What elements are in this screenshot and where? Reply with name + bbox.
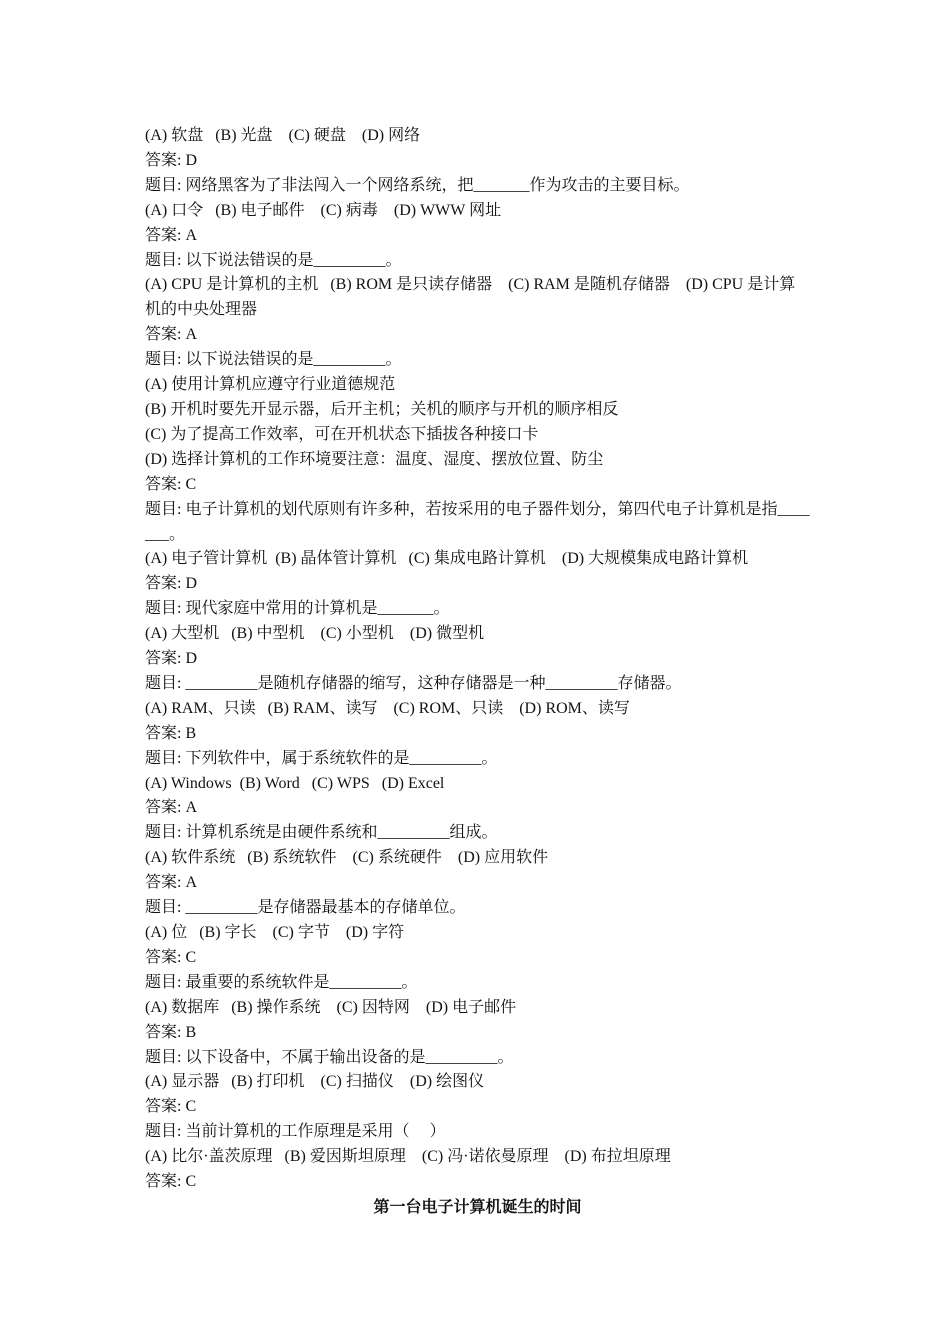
question-line: 题目: 最重要的系统软件是_________。 xyxy=(145,973,418,991)
question-line: 题目: 以下设备中，不属于输出设备的是_________。 xyxy=(145,1048,514,1066)
answer-line: 答案: A xyxy=(145,326,198,344)
option-line: (A) 数据库 (B) 操作系统 (C) 因特网 (D) 电子邮件 xyxy=(145,998,517,1016)
option-line: (A) 软盘 (B) 光盘 (C) 硬盘 (D) 网络 xyxy=(145,127,421,144)
section-heading: 第一台电子计算机诞生的时间 xyxy=(373,1198,582,1216)
option-line: (A) 位 (B) 字长 (C) 字节 (D) 字符 xyxy=(145,924,405,941)
option-line: (D) 选择计算机的工作环境要注意：温度、湿度、摆放位置、防尘 xyxy=(145,450,604,468)
option-line: (A) 软件系统 (B) 系统软件 (C) 系统硬件 (D) 应用软件 xyxy=(145,849,549,867)
answer-line: 答案: C xyxy=(145,1098,197,1116)
option-line: (A) 口令 (B) 电子邮件 (C) 病毒 (D) WWW 网址 xyxy=(145,201,502,219)
option-line: (A) Windows (B) Word (C) WPS (D) Excel xyxy=(145,774,445,792)
answer-line: 答案: B xyxy=(145,724,197,742)
answer-line: 答案: D xyxy=(145,151,198,169)
answer-line: 答案: B xyxy=(145,1023,197,1041)
option-line: (A) 比尔·盖茨原理 (B) 爱因斯坦原理 (C) 冯·诺依曼原理 (D) 布拉坦原理 xyxy=(145,1148,671,1166)
answer-line: 答案: A xyxy=(145,226,198,244)
question-line: 题目: 当前计算机的工作原理是采用（ ） xyxy=(145,1123,446,1141)
option-line: (A) 大型机 (B) 中型机 (C) 小型机 (D) 微型机 xyxy=(145,625,485,643)
answer-line: 答案: D xyxy=(145,650,198,668)
question-line: 题目: 以下说法错误的是_________。 xyxy=(145,351,402,369)
option-line: (A) 使用计算机应遵守行业道德规范 xyxy=(145,376,396,394)
option-line: (B) 开机时要先开显示器，后开主机；关机的顺序与开机的顺序相反 xyxy=(145,400,619,418)
answer-line: 答案: C xyxy=(145,475,197,493)
question-line: 题目: 计算机系统是由硬件系统和_________组成。 xyxy=(145,824,498,842)
question-line: 题目: 网络黑客为了非法闯入一个网络系统，把_______作为攻击的主要目标。 xyxy=(145,176,690,194)
question-line: 题目: 电子计算机的划代原则有许多种，若按采用的电子器件划分，第四代电子计算机是指_______。 xyxy=(145,500,810,543)
question-line: 题目: 现代家庭中常用的计算机是_______。 xyxy=(145,600,450,618)
option-line: (A) 电子管计算机 (B) 晶体管计算机 (C) 集成电路计算机 (D) 大规模集成电路计算机 xyxy=(145,550,749,568)
document-page xyxy=(145,124,810,1221)
option-line: (A) RAM、只读 (B) RAM、读写 (C) ROM、只读 (D) ROM、读写 xyxy=(145,699,630,717)
option-line: (A) CPU 是计算机的主机 (B) ROM 是只读存储器 (C) RAM 是随机存储器 (D) CPU 是计算机的中央处理器 xyxy=(145,276,796,319)
answer-line: 答案: C xyxy=(145,1173,197,1191)
question-line: 题目: 以下说法错误的是_________。 xyxy=(145,251,402,269)
question-line: 题目: _________是存储器最基本的存储单位。 xyxy=(145,899,466,917)
answer-line: 答案: C xyxy=(145,948,197,966)
option-line: (A) 显示器 (B) 打印机 (C) 扫描仪 (D) 绘图仪 xyxy=(145,1073,485,1091)
answer-line: 答案: A xyxy=(145,799,198,817)
answer-line: 答案: A xyxy=(145,874,198,892)
answer-line: 答案: D xyxy=(145,575,198,593)
question-line: 题目: 下列软件中，属于系统软件的是_________。 xyxy=(145,749,498,767)
question-line: 题目: _________是随机存储器的缩写，这种存储器是一种_________存储器。 xyxy=(145,674,682,692)
option-line: (C) 为了提高工作效率，可在开机状态下插拔各种接口卡 xyxy=(145,425,539,443)
